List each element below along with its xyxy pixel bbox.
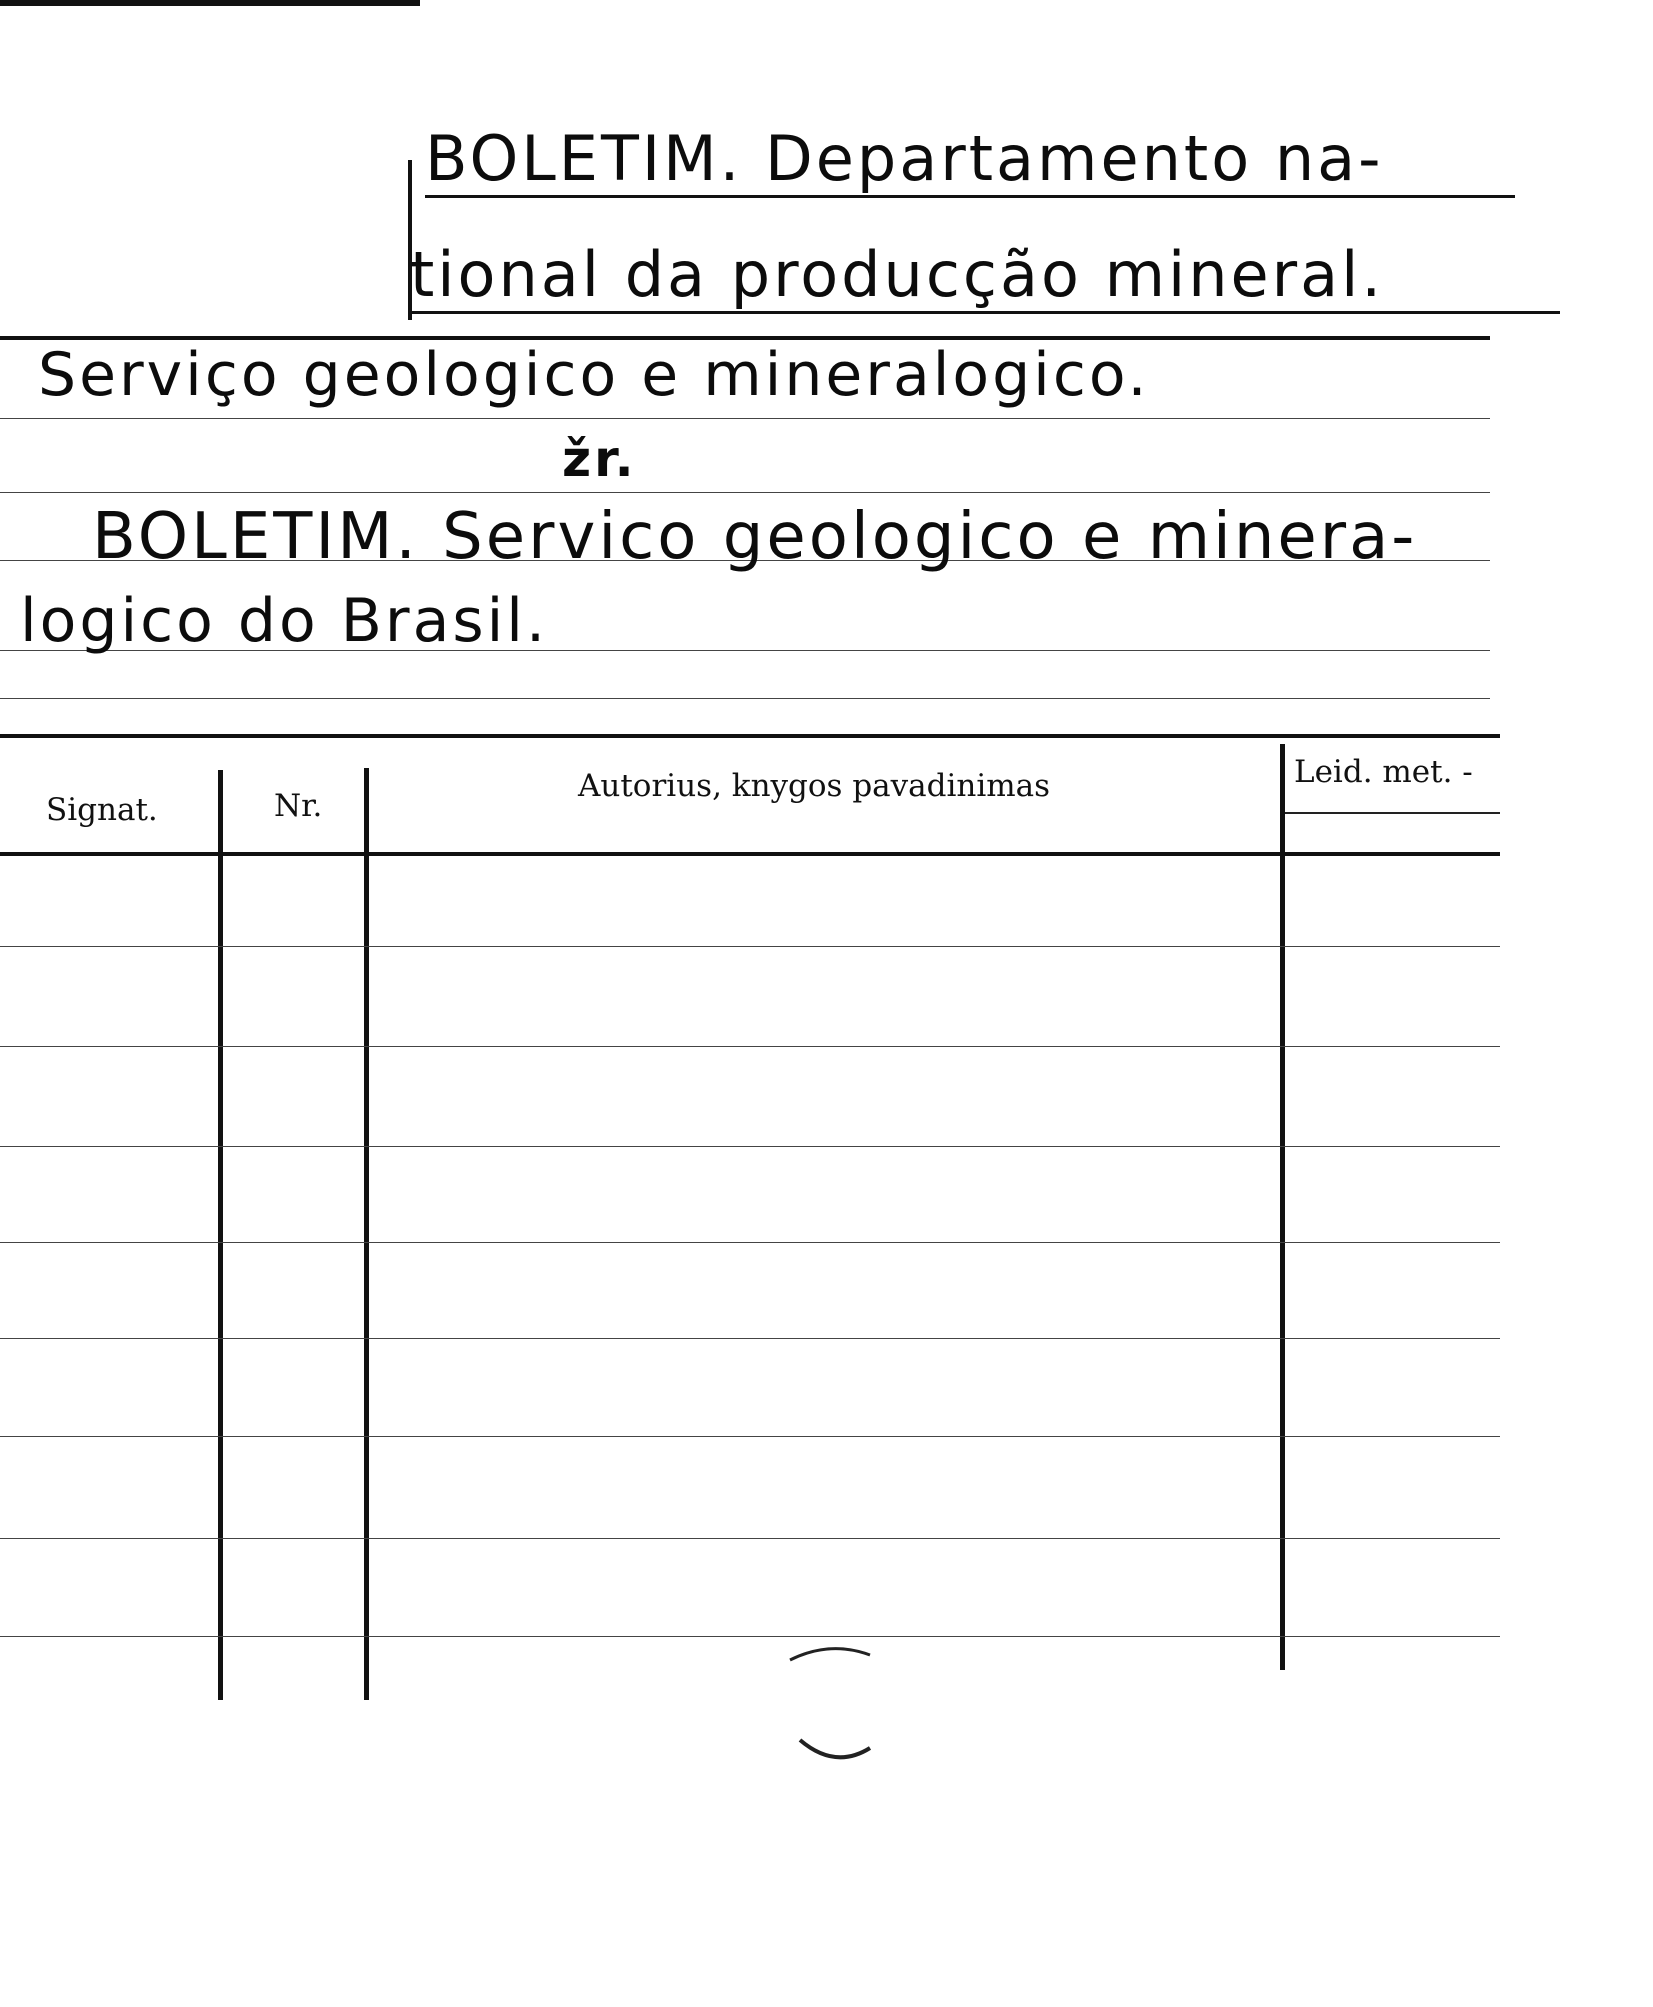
table-row — [0, 1636, 1500, 1637]
see-reference-mark: žr. — [562, 430, 637, 488]
heading-line-1: BOLETIM. Departamento na- — [425, 122, 1515, 198]
table-row — [0, 946, 1500, 947]
reference-line-1: BOLETIM. Servico geologico e minera- — [92, 500, 1418, 574]
header-rule-2 — [0, 418, 1490, 419]
column-header-signat: Signat. — [46, 792, 158, 828]
column-divider-2 — [364, 768, 369, 1700]
heading-line-3: Serviço geologico e mineralogico. — [38, 340, 1150, 410]
table-header-rule-right — [1280, 812, 1500, 814]
punch-hole-mark — [780, 1640, 900, 1780]
heading-line-2: tional da producção mineral. — [410, 238, 1560, 314]
table-row — [0, 1146, 1500, 1147]
table-row — [0, 1538, 1500, 1539]
header-rule-6 — [0, 698, 1490, 699]
column-header-nr: Nr. — [274, 788, 323, 824]
table-row — [0, 1046, 1500, 1047]
top-edge-mark — [0, 0, 420, 6]
table-row — [0, 1242, 1500, 1243]
header-rule-3 — [0, 492, 1490, 493]
reference-line-2: logico do Brasil. — [20, 586, 549, 656]
table-row — [0, 1436, 1500, 1437]
table-header-bottom-rule — [0, 852, 1500, 856]
column-header-year: Leid. met. - — [1294, 754, 1473, 790]
column-divider-1 — [218, 770, 223, 1700]
column-header-author-title: Autorius, knygos pavadinimas — [578, 768, 1051, 804]
table-row — [0, 1338, 1500, 1339]
table-top-rule — [0, 734, 1500, 738]
column-divider-3 — [1280, 744, 1285, 1670]
